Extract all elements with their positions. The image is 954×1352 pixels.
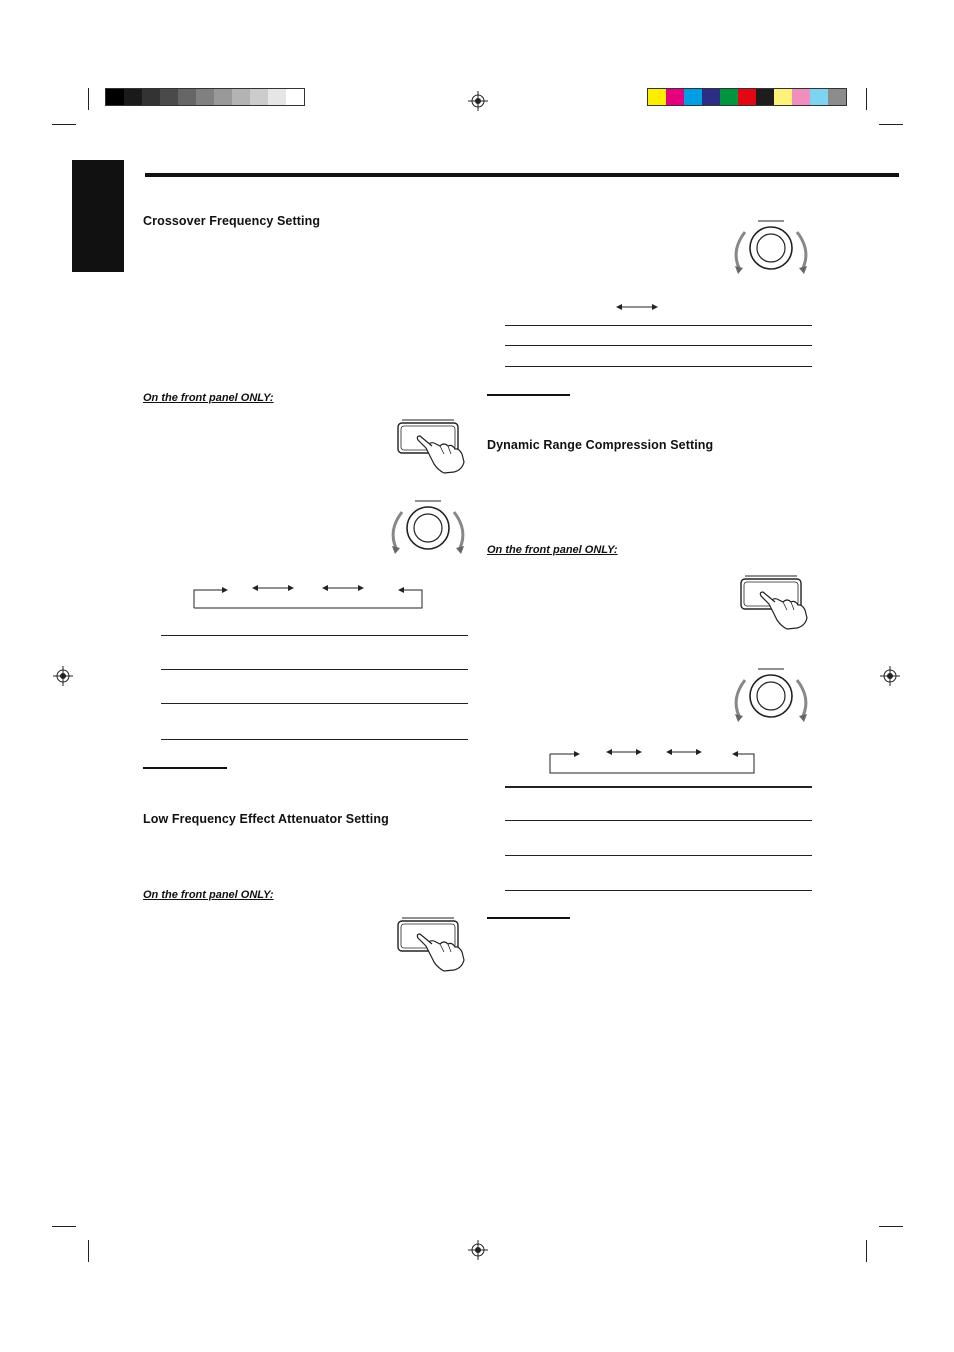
crop-mark	[88, 1240, 89, 1262]
color-swatch	[196, 89, 214, 105]
lfe-heading: Low Frequency Effect Attenuator Setting	[143, 812, 389, 826]
color-swatch	[720, 89, 738, 105]
crop-mark	[879, 124, 903, 125]
color-swatch	[702, 89, 720, 105]
color-swatch	[250, 89, 268, 105]
crop-mark	[879, 1226, 903, 1227]
table-rule	[161, 703, 468, 704]
grayscale-calibration-bar	[105, 88, 305, 106]
rotary-knob-icon	[731, 218, 811, 278]
table-rule	[505, 325, 812, 326]
color-swatch	[178, 89, 196, 105]
section-divider	[487, 917, 570, 919]
drc-heading: Dynamic Range Compression Setting	[487, 438, 714, 452]
color-swatch	[738, 89, 756, 105]
table-rule	[505, 345, 812, 346]
color-swatch	[142, 89, 160, 105]
registration-mark-icon	[468, 91, 488, 111]
double-arrow-icon	[616, 302, 658, 312]
table-rule	[161, 635, 468, 636]
cycle-arrow-icon	[548, 748, 758, 776]
color-swatch	[160, 89, 178, 105]
pressing-hand-button-icon	[396, 916, 468, 972]
crop-mark	[52, 1226, 76, 1227]
crop-mark	[52, 124, 76, 125]
rotary-knob-icon	[731, 666, 811, 726]
section-divider	[487, 394, 570, 396]
color-calibration-bar	[647, 88, 847, 106]
table-rule	[505, 820, 812, 821]
pressing-hand-button-icon	[739, 574, 811, 630]
table-rule	[505, 855, 812, 856]
color-swatch	[810, 89, 828, 105]
lfe-front-panel-note: On the front panel ONLY:	[143, 889, 274, 901]
table-rule	[161, 669, 468, 670]
crossover-front-panel-note: On the front panel ONLY:	[143, 392, 274, 404]
registration-mark-icon	[53, 666, 73, 686]
table-rule	[505, 366, 812, 367]
cycle-arrow-icon	[192, 584, 426, 612]
color-swatch	[286, 89, 304, 105]
table-rule	[161, 739, 468, 740]
page-header-rule	[145, 173, 899, 177]
crop-mark	[866, 88, 867, 110]
color-swatch	[666, 89, 684, 105]
color-swatch	[106, 89, 124, 105]
language-tab-block	[72, 160, 124, 272]
color-swatch	[828, 89, 846, 105]
color-swatch	[124, 89, 142, 105]
crossover-heading: Crossover Frequency Setting	[143, 214, 321, 228]
color-swatch	[214, 89, 232, 105]
drc-front-panel-note: On the front panel ONLY:	[487, 544, 618, 556]
color-swatch	[684, 89, 702, 105]
color-swatch	[792, 89, 810, 105]
section-divider	[143, 767, 227, 769]
table-rule	[505, 890, 812, 891]
pressing-hand-button-icon	[396, 418, 468, 474]
crop-mark	[866, 1240, 867, 1262]
color-swatch	[268, 89, 286, 105]
color-swatch	[232, 89, 250, 105]
color-swatch	[756, 89, 774, 105]
color-swatch	[774, 89, 792, 105]
table-rule	[505, 786, 812, 788]
rotary-knob-icon	[388, 498, 468, 558]
color-swatch	[648, 89, 666, 105]
crop-mark	[88, 88, 89, 110]
registration-mark-icon	[880, 666, 900, 686]
registration-mark-icon	[468, 1240, 488, 1260]
